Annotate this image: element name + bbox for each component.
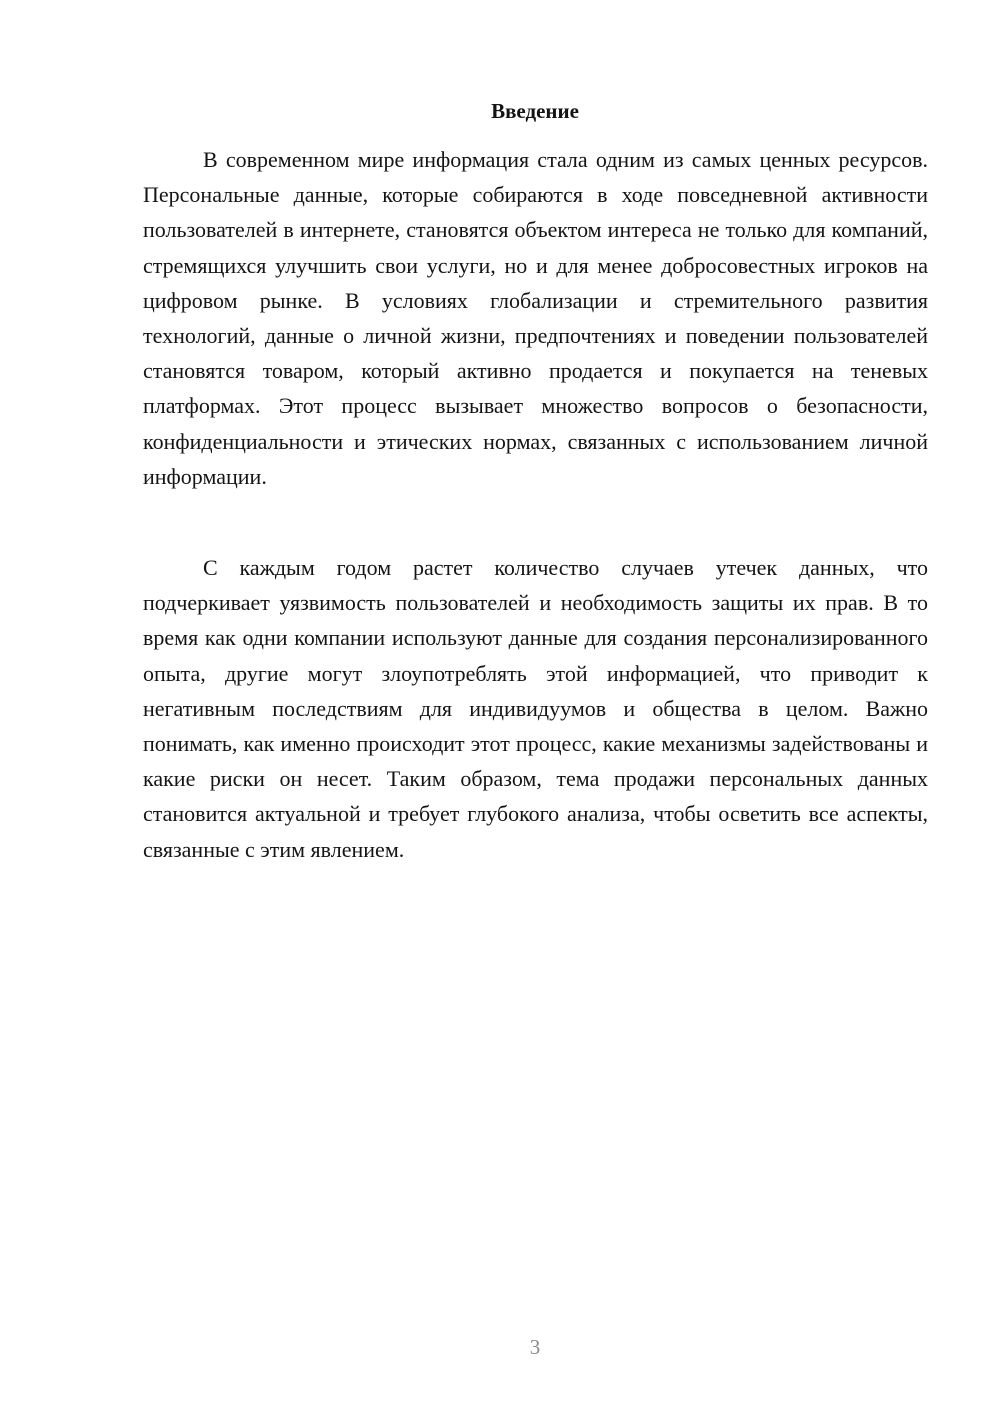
body-paragraph-2: С каждым годом растет количество случаев утечек данных, что подчеркивает уязвимость пользователей и необходимость защиты их прав. В то время как одни компании используют данные для создания персонализированного опыта, другие могут злоупотреблять этой информацией, что приводит к негативным последствиям для индивидуумов и общества в целом. Важно понимать, как именно происходит этот процесс, какие механизмы задействованы и какие риски он несет. Таким образом, тема продажи персональных данных становится актуальной и требует глубокого анализа, чтобы осветить все аспекты, связанные с этим явлением. (143, 555, 928, 862)
section-heading: Введение (491, 99, 579, 123)
page-number: 3 (529, 1335, 541, 1359)
body-paragraph-1: В современном мире информация стала одним из самых ценных ресурсов. Персональные данные, которые собираются в ходе повседневной активности пользователей в интернете, становятся объектом интереса не только для компаний, стремящихся улучшить свои услуги, но и для менее добросовестных игроков на цифровом рынке. В условиях глобализации и стремительного развития технологий, данные о личной жизни, предпочтениях и поведении пользователей становятся товаром, который активно продается и покупается на теневых платформах. Этот процесс вызывает множество вопросов о безопасности, конфиденциальности и этических нормах, связанных с использованием личной информации. (143, 147, 928, 489)
